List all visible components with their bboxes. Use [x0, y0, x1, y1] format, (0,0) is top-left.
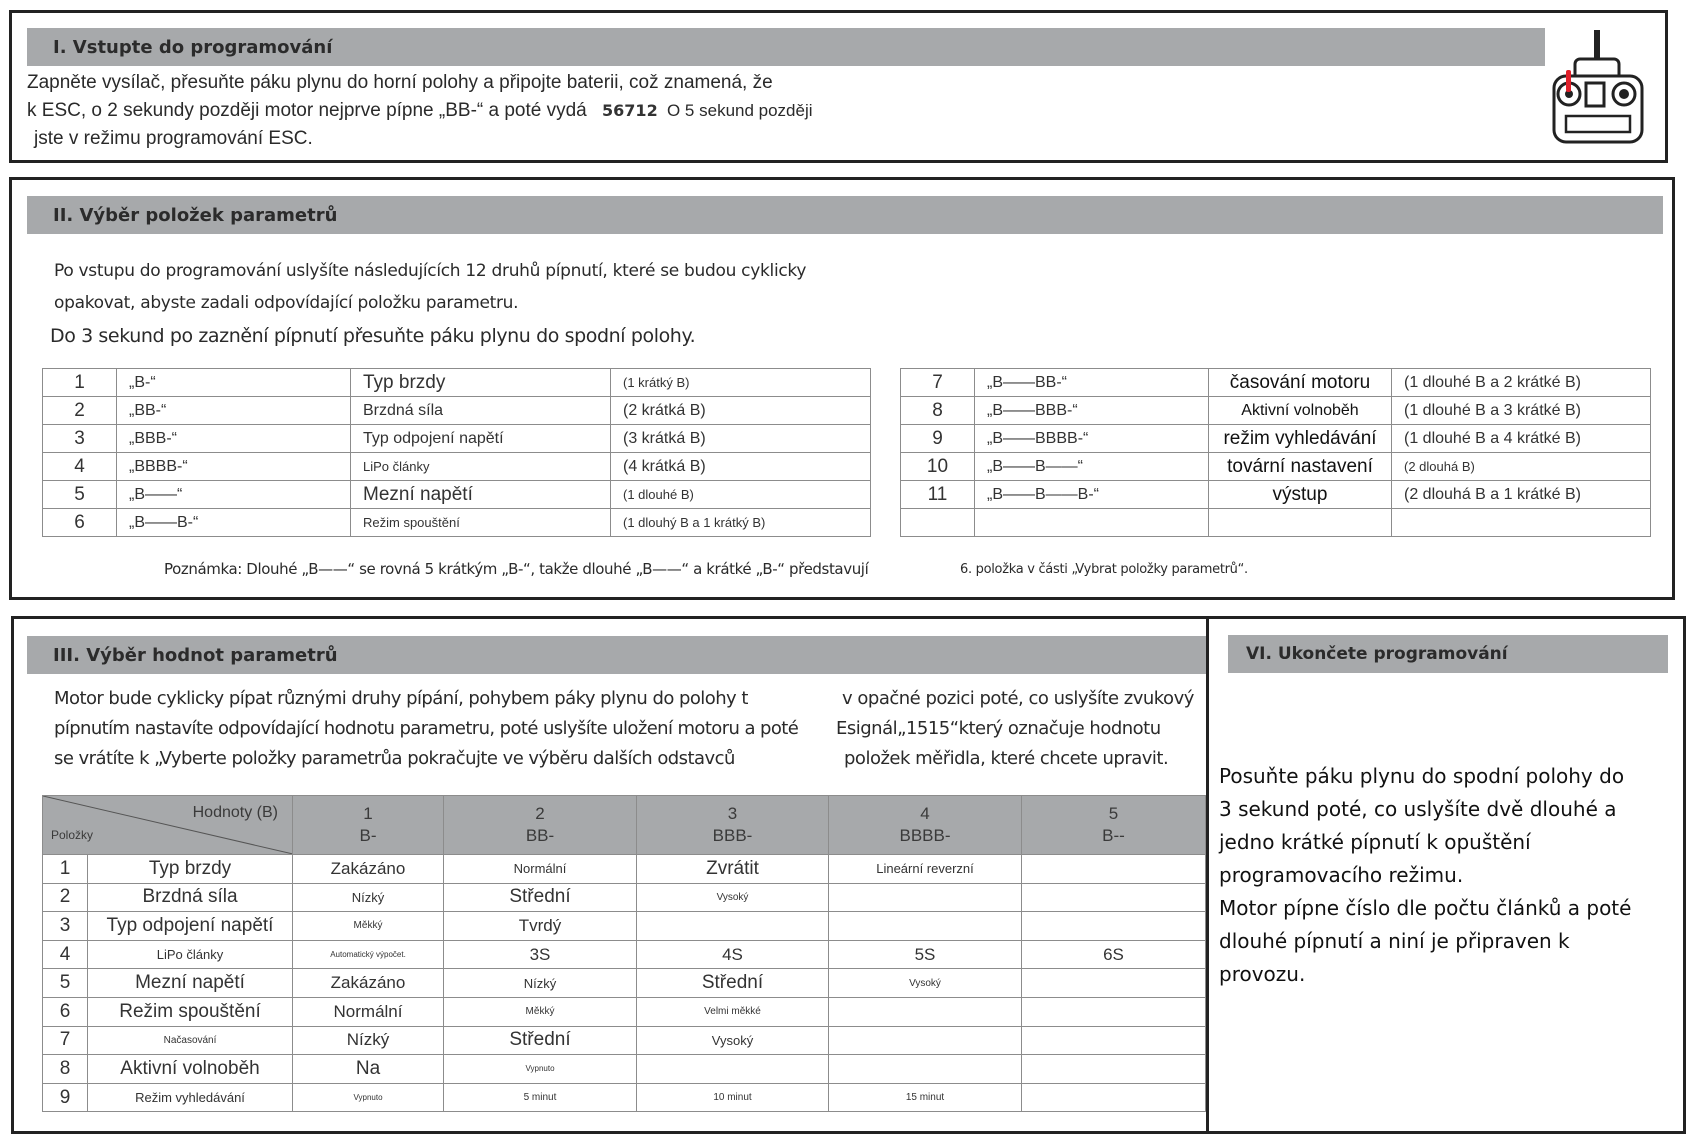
parameter-value-cell [829, 912, 1022, 941]
parameter-value-cell: Zvrátit [637, 855, 829, 884]
beep-description: (2 dlouhá B) [1392, 453, 1651, 481]
row-number: 8 [43, 1055, 88, 1084]
parameter-value-row [43, 997, 1206, 1026]
row-number: 7 [43, 1026, 88, 1055]
column-beep: BBBB- [899, 826, 951, 845]
beep-description: (1 dlouhé B a 2 krátké B) [1392, 369, 1651, 397]
section3-title: III. Výběr hodnot parametrů [53, 644, 338, 666]
parameter-value-cell: Střední [444, 883, 637, 912]
parameter-value-cell [829, 997, 1022, 1026]
beep-pattern [975, 509, 1209, 537]
parameter-value-cell: Lineární reverzní [829, 855, 1022, 884]
parameter-values-table [42, 795, 1206, 1112]
section2-title: II. Výběr položek parametrů [53, 204, 338, 226]
beep-pattern: „BBB-“ [117, 425, 351, 453]
parameter-name: časování motoru [1209, 369, 1392, 397]
column-number: 1 [363, 804, 373, 823]
row-parameter-name: Brzdná síla [88, 883, 293, 912]
values-table-header [43, 796, 1206, 855]
parameter-value-cell [1022, 1083, 1206, 1112]
value-column-header [444, 796, 637, 855]
column-number: 3 [727, 804, 738, 823]
item-number: 5 [43, 481, 117, 509]
parameter-value-cell: Normální [293, 997, 444, 1026]
parameter-items-table-left [42, 368, 871, 537]
section1-line-2 [27, 100, 813, 122]
beep-code: 56712 [602, 101, 658, 120]
parameter-value-cell [829, 883, 1022, 912]
parameter-name [1209, 509, 1392, 537]
beep-description [1392, 509, 1651, 537]
section6-line: Motor pípne číslo dle počtu článků a poté [1219, 896, 1632, 920]
parameter-value-cell: Nízký [444, 969, 637, 998]
item-number: 4 [43, 453, 117, 481]
section3-title-bar [27, 636, 1207, 674]
parameter-name: Brzdná síla [351, 397, 611, 425]
parameter-value-cell: Střední [637, 969, 829, 998]
parameter-value-row [43, 912, 1206, 941]
section6-line: jedno krátké pípnutí k opuštění [1219, 830, 1531, 854]
row-number: 2 [43, 883, 88, 912]
parameter-value-cell [1022, 1055, 1206, 1084]
item-number [901, 509, 975, 537]
beep-description: (1 dlouhé B) [611, 481, 871, 509]
parameter-value-cell [637, 1055, 829, 1084]
beep-pattern: „B——B-“ [117, 509, 351, 537]
parameter-value-row [43, 883, 1206, 912]
beep-description: (1 dlouhé B a 4 krátké B) [1392, 425, 1651, 453]
parameter-value-row [43, 855, 1206, 884]
beep-description: (2 krátká B) [611, 397, 871, 425]
parameter-value-cell: Nízký [293, 1026, 444, 1055]
parameter-value-cell: Vysoký [637, 1026, 829, 1055]
item-number: 10 [901, 453, 975, 481]
parameter-value-cell: Měkký [444, 997, 637, 1026]
section6-line: dlouhé pípnutí a niní je připraven k [1219, 929, 1570, 953]
parameter-value-row [43, 969, 1206, 998]
parameter-value-cell: Měkký [293, 912, 444, 941]
section6-body [1219, 760, 1679, 991]
beep-pattern: „B——B——“ [975, 453, 1209, 481]
beep-pattern: „B——“ [117, 481, 351, 509]
parameter-item-row [43, 481, 871, 509]
parameter-value-cell [1022, 997, 1206, 1026]
row-parameter-name: Režim vyhledávání [88, 1083, 293, 1112]
parameter-item-row [43, 453, 871, 481]
row-number: 9 [43, 1083, 88, 1112]
parameter-item-row [901, 453, 1651, 481]
parameter-value-cell: Vysoký [829, 969, 1022, 998]
parameter-value-cell [637, 912, 829, 941]
row-number: 1 [43, 855, 88, 884]
parameter-value-cell [829, 1055, 1022, 1084]
section2-note-right: 6. položka v části „Vybrat položky parametrů“. [960, 562, 1248, 577]
section1-line-3: jste v režimu programování ESC. [34, 128, 313, 149]
section6-title-bar [1228, 635, 1668, 673]
parameter-name: LiPo články [351, 453, 611, 481]
parameter-value-cell [1022, 969, 1206, 998]
row-number: 3 [43, 912, 88, 941]
corner-values-label: Hodnoty (B) [192, 804, 278, 821]
section1-line-2-end: O 5 sekund později [666, 101, 813, 120]
parameter-item-row [901, 509, 1651, 537]
column-beep: BB- [525, 826, 555, 845]
section3-line-left-1: Motor bude cyklicky pípat různými druhy pípání, pohybem páky plynu do polohy t [54, 688, 748, 709]
parameter-item-row [43, 397, 871, 425]
parameter-item-row [43, 369, 871, 397]
section6-line: provozu. [1219, 962, 1306, 986]
section1-line-2-text: k ESC, o 2 sekundy později motor nejprve pípne „BB-“ a poté vydá [27, 100, 587, 121]
column-number: 2 [535, 804, 545, 823]
parameter-name: výstup [1209, 481, 1392, 509]
parameter-value-row [43, 1083, 1206, 1112]
beep-pattern: „B——B——B-“ [975, 481, 1209, 509]
value-column-header [1022, 796, 1206, 855]
item-number: 8 [901, 397, 975, 425]
parameter-item-row [901, 425, 1651, 453]
beep-pattern: „B——BBBB-“ [975, 425, 1209, 453]
row-number: 6 [43, 997, 88, 1026]
parameter-value-cell: 5 minut [444, 1083, 637, 1112]
parameter-items-table-right [900, 368, 1651, 537]
parameter-value-row [43, 1055, 1206, 1084]
section1-title-bar [27, 28, 1545, 66]
column-number: 4 [920, 804, 930, 823]
parameter-value-cell [1022, 912, 1206, 941]
item-number: 6 [43, 509, 117, 537]
value-column-header [637, 796, 829, 855]
section6-line: Posuňte páku plynu do spodní polohy do [1219, 764, 1625, 788]
parameter-name: režim vyhledávání [1209, 425, 1392, 453]
parameter-item-row [901, 369, 1651, 397]
item-number: 7 [901, 369, 975, 397]
parameter-value-cell: Zakázáno [293, 855, 444, 884]
rc-transmitter-icon [1548, 26, 1648, 146]
beep-description: (2 dlouhá B a 1 krátké B) [1392, 481, 1651, 509]
parameter-value-cell: 15 minut [829, 1083, 1022, 1112]
row-parameter-name: LiPo články [88, 940, 293, 969]
section2-intro-3: Do 3 sekund po zaznění pípnutí přesuňte páku plynu do spodní polohy. [50, 325, 696, 347]
parameter-name: Typ brzdy [351, 369, 611, 397]
parameter-value-cell [1022, 855, 1206, 884]
parameter-name: Režim spouštění [351, 509, 611, 537]
row-parameter-name: Mezní napětí [88, 969, 293, 998]
parameter-value-cell: Vypnuto [444, 1055, 637, 1084]
beep-description: (1 krátký B) [611, 369, 871, 397]
column-beep: B- [359, 826, 377, 845]
section6-line: programovacího režimu. [1219, 863, 1464, 887]
section3-line-right-2: Esignál„1515“který označuje hodnotu [836, 718, 1161, 739]
parameter-item-row [43, 425, 871, 453]
parameter-value-cell: 3S [444, 940, 637, 969]
parameter-value-cell: Normální [444, 855, 637, 884]
parameter-item-row [901, 397, 1651, 425]
beep-pattern: „BBBB-“ [117, 453, 351, 481]
section3-line-right-1: v opačné pozici poté, co uslyšíte zvukový [842, 688, 1194, 709]
beep-pattern: „B——BB-“ [975, 369, 1209, 397]
parameter-value-cell [1022, 1026, 1206, 1055]
row-number: 4 [43, 940, 88, 969]
beep-pattern: „B-“ [117, 369, 351, 397]
section3-line-left-3: se vrátíte k „Vyberte položky parametrůa pokračujte ve výběru dalších odstavců [54, 748, 735, 769]
parameter-value-cell [1022, 883, 1206, 912]
row-parameter-name: Typ odpojení napětí [88, 912, 293, 941]
row-parameter-name: Režim spouštění [88, 997, 293, 1026]
section1-line-1: Zapněte vysílač, přesuňte páku plynu do horní polohy a připojte baterii, což znamená, že [27, 72, 773, 93]
parameter-name: Mezní napětí [351, 481, 611, 509]
parameter-value-cell: Automatický výpočet. [293, 940, 444, 969]
row-parameter-name: Načasování [88, 1026, 293, 1055]
parameter-value-cell: Vysoký [637, 883, 829, 912]
section2-title-bar [27, 196, 1663, 234]
section6-line: 3 sekund poté, co uslyšíte dvě dlouhé a [1219, 797, 1617, 821]
beep-description: (3 krátká B) [611, 425, 871, 453]
parameter-value-cell: 4S [637, 940, 829, 969]
section2-intro-1: Po vstupu do programování uslyšíte následujících 12 druhů pípnutí, které se budou cyklicky [54, 261, 807, 281]
parameter-name: Aktivní volnoběh [1209, 397, 1392, 425]
corner-header-cell [43, 796, 293, 855]
value-column-header [293, 796, 444, 855]
value-column-header [829, 796, 1022, 855]
parameter-value-cell: Zakázáno [293, 969, 444, 998]
parameter-value-cell: Nízký [293, 883, 444, 912]
corner-items-label: Položky [51, 828, 94, 842]
parameter-name: tovární nastavení [1209, 453, 1392, 481]
row-parameter-name: Aktivní volnoběh [88, 1055, 293, 1084]
column-beep: BBB- [712, 826, 753, 845]
beep-pattern: „B——BBB-“ [975, 397, 1209, 425]
parameter-name: Typ odpojení napětí [351, 425, 611, 453]
parameter-value-cell: Tvrdý [444, 912, 637, 941]
section3-line-right-3: položek měřidla, které chcete upravit. [844, 748, 1169, 769]
item-number: 11 [901, 481, 975, 509]
parameter-value-cell [829, 1026, 1022, 1055]
parameter-item-row [43, 509, 871, 537]
column-number: 5 [1108, 804, 1119, 823]
row-parameter-name: Typ brzdy [88, 855, 293, 884]
item-number: 2 [43, 397, 117, 425]
parameter-value-row [43, 1026, 1206, 1055]
parameter-value-cell: Vypnuto [293, 1083, 444, 1112]
beep-description: (4 krátká B) [611, 453, 871, 481]
parameter-item-row [901, 481, 1651, 509]
beep-description: (1 dlouhé B a 3 krátké B) [1392, 397, 1651, 425]
section2-note-left: Poznámka: Dlouhé „B——“ se rovná 5 krátkým „B-“, takže dlouhé „B——“ a krátké „B-“ představují [164, 560, 869, 578]
row-number: 5 [43, 969, 88, 998]
parameter-value-row [43, 940, 1206, 969]
beep-pattern: „BB-“ [117, 397, 351, 425]
item-number: 3 [43, 425, 117, 453]
column-beep: B-- [1102, 826, 1125, 845]
parameter-value-cell: Střední [444, 1026, 637, 1055]
section6-title: VI. Ukončete programování [1246, 644, 1508, 664]
parameter-value-cell: Na [293, 1055, 444, 1084]
parameter-value-cell: Velmi měkké [637, 997, 829, 1026]
item-number: 9 [901, 425, 975, 453]
section3-line-left-2: pípnutím nastavíte odpovídající hodnotu parametru, poté uslyšíte uložení motoru a poté [54, 718, 799, 739]
section2-intro-2: opakovat, abyste zadali odpovídající položku parametru. [54, 293, 519, 313]
beep-description: (1 dlouhý B a 1 krátký B) [611, 509, 871, 537]
section1-title: I. Vstupte do programování [53, 36, 333, 58]
parameter-value-cell: 10 minut [637, 1083, 829, 1112]
parameter-value-cell: 6S [1022, 940, 1206, 969]
parameter-value-cell: 5S [829, 940, 1022, 969]
item-number: 1 [43, 369, 117, 397]
